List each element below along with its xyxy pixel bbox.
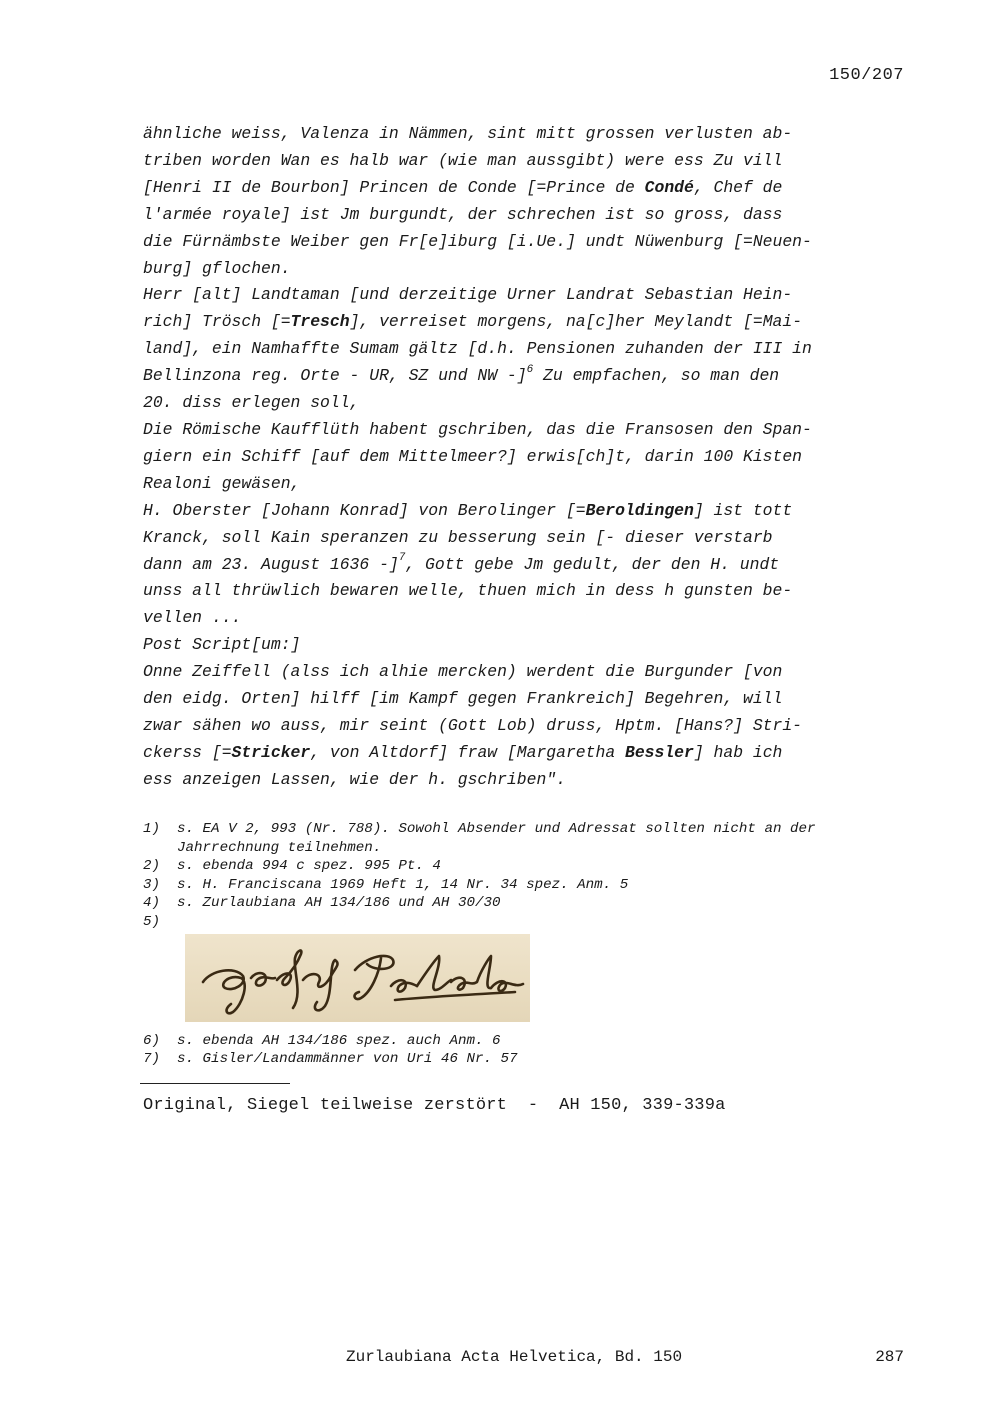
footnote-1 xyxy=(143,820,913,857)
text-segment: Herr [alt] Landtaman [und derzeitige Urner Landrat Sebastian Hein- xyxy=(143,285,793,305)
text-segment: Realoni gewäsen, xyxy=(143,473,301,493)
body-line xyxy=(143,390,908,417)
body-line xyxy=(143,605,908,632)
body-line xyxy=(143,552,908,579)
footnote-number: 6) xyxy=(143,1032,161,1049)
footnote-text: s. EA V 2, 993 (Nr. 788). Sowohl Absender und Adressat sollten nicht an der Jahrrechnung teilnehmen. xyxy=(177,821,816,856)
bold-name: Condé xyxy=(644,177,694,197)
signature-image xyxy=(185,934,530,1022)
text-segment: [Henri II de Bourbon] Princen de Conde [=Prince de xyxy=(143,177,645,197)
text-segment: ähnliche weiss, Valenza in Nämmen, sint mitt grossen verlusten ab- xyxy=(143,124,793,143)
footnote-6 xyxy=(143,1032,913,1051)
page-counter: 150/207 xyxy=(829,66,904,85)
body-line xyxy=(143,767,908,794)
footnote-ref: 7 xyxy=(398,552,406,565)
footnote-number: 7) xyxy=(143,1051,161,1068)
footnote-number: 4) xyxy=(143,895,161,912)
bold-name: Bessler xyxy=(625,742,694,762)
body-line xyxy=(143,740,908,767)
footnote-text: s. ebenda AH 134/186 spez. auch Anm. 6 xyxy=(177,1032,501,1049)
footnote-number: 5) xyxy=(143,913,161,930)
text-segment: die Fürnämbste Weiber gen Fr[e]iburg [i.Ue.] undt Nüwenburg [=Neuen- xyxy=(143,231,812,251)
text-segment: zwar sähen wo auss, mir seint (Gott Lob) druss, Hptm. [Hans?] Stri- xyxy=(143,715,803,735)
bold-name: Stricker xyxy=(231,742,311,762)
body-line xyxy=(143,498,908,525)
text-segment: ess anzeigen Lassen, wie der h. gschriben". xyxy=(143,769,566,789)
footnote-5 xyxy=(143,913,913,932)
footnote-text: s. ebenda 994 c spez. 995 Pt. 4 xyxy=(177,858,441,875)
footnote-text xyxy=(177,913,913,932)
body-line xyxy=(143,417,908,444)
text-segment: triben worden Wan es halb war (wie man aussgibt) were ess Zu vill xyxy=(143,150,783,170)
text-segment: Bellinzona reg. Orte - UR, SZ und NW -] xyxy=(143,366,527,386)
body-line xyxy=(143,309,908,336)
body-line xyxy=(143,282,908,309)
footnote-4 xyxy=(143,894,913,913)
text-segment: giern ein Schiff [auf dem Mittelmeer?] erwis[ch]t, darin 100 Kisten xyxy=(143,446,803,466)
footer-page-number: 287 xyxy=(875,1348,904,1366)
body-line xyxy=(143,632,908,659)
body-line xyxy=(143,229,908,256)
footnote-7 xyxy=(143,1050,913,1069)
text-segment: , von Altdorf] fraw [Margaretha xyxy=(310,742,625,762)
footnote-3 xyxy=(143,876,913,895)
text-segment: ] hab ich xyxy=(693,742,783,762)
footnote-number: 2) xyxy=(143,858,161,875)
footnotes xyxy=(143,820,913,1069)
separator-rule xyxy=(140,1083,290,1084)
body-line xyxy=(143,175,908,202)
body-line xyxy=(143,525,908,552)
text-segment: , Chef de xyxy=(693,177,783,197)
footnote-number: 3) xyxy=(143,876,161,893)
body-line xyxy=(143,578,908,605)
footnote-text: s. Gisler/Landammänner von Uri 46 Nr. 57 xyxy=(177,1051,518,1068)
letter-body xyxy=(143,121,908,794)
text-segment: rich] Trösch [= xyxy=(143,312,291,332)
text-segment: Onne Zeiffell (alss ich alhie mercken) werdent die Burgunder [von xyxy=(143,662,783,682)
footnote-2 xyxy=(143,857,913,876)
body-line xyxy=(143,471,908,498)
footer-title: Zurlaubiana Acta Helvetica, Bd. 150 xyxy=(346,1348,683,1366)
text-segment: land], ein Namhaffte Sumam gältz [d.h. Pensionen zuhanden der III in xyxy=(143,339,812,359)
bold-name: Tresch xyxy=(290,312,350,332)
body-line xyxy=(143,121,908,148)
body-line xyxy=(143,659,908,686)
body-line xyxy=(143,148,908,175)
footnote-text: s. Zurlaubiana AH 134/186 und AH 30/30 xyxy=(177,895,501,912)
text-segment: H. Oberster [Johann Konrad] von Berolinger [= xyxy=(143,500,586,520)
text-segment: l'armée royale] ist Jm burgundt, der schrechen ist so gross, dass xyxy=(143,204,783,224)
bold-name: Beroldingen xyxy=(585,500,694,520)
text-segment: Die Römische Kaufflüth habent gschriben, das die Fransosen den Span- xyxy=(143,419,812,439)
text-segment: 20. diss erlegen soll, xyxy=(143,393,360,413)
footnote-text: s. H. Franciscana 1969 Heft 1, 14 Nr. 34 spez. Anm. 5 xyxy=(177,876,629,893)
body-line xyxy=(143,202,908,229)
body-line xyxy=(143,444,908,471)
text-segment: ] ist tott xyxy=(693,500,793,520)
text-segment: vellen ... xyxy=(143,608,242,628)
body-line xyxy=(143,713,908,740)
footnote-ref: 6 xyxy=(526,363,534,376)
source-note: Original, Siegel teilweise zerstört - AH 150, 339-339a xyxy=(143,1096,726,1115)
text-segment: , Gott gebe Jm gedult, der den H. undt xyxy=(405,554,780,574)
text-segment: ], verreiset morgens, na[c]her Meylandt [=Mai- xyxy=(349,312,803,332)
text-segment: Post Script[um:] xyxy=(143,635,301,655)
signature-handwriting xyxy=(185,934,530,1022)
body-line xyxy=(143,363,908,390)
body-line xyxy=(143,256,908,283)
text-segment: den eidg. Orten] hilff [im Kampf gegen Frankreich] Begehren, will xyxy=(143,689,783,709)
text-segment: burg] gflochen. xyxy=(143,258,291,278)
body-line xyxy=(143,336,908,363)
text-segment: Zu empfachen, so man den xyxy=(533,366,780,386)
text-segment: ckerss [= xyxy=(143,742,232,762)
body-line xyxy=(143,686,908,713)
text-segment: dann am 23. August 1636 -] xyxy=(143,554,399,574)
text-segment: Kranck, soll Kain speranzen zu besserung sein [- dieser verstarb xyxy=(143,527,773,547)
footnote-number: 1) xyxy=(143,821,161,837)
text-segment: unss all thrüwlich bewaren welle, thuen mich in dess h gunsten be- xyxy=(143,581,793,601)
